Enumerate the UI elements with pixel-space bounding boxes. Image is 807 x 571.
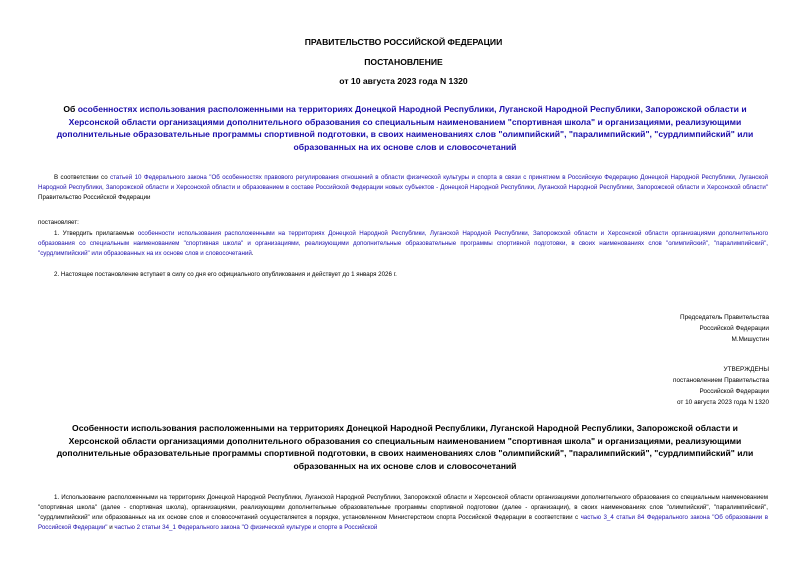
item-2-paragraph: 2. Настоящее постановление вступает в силу со дня его официального опубликования и действует до 1 января 2026 г. (54, 271, 397, 278)
preamble-prefix: В соответствии со (54, 174, 111, 181)
annex-link-2[interactable]: частью 2 статьи 34_1 Федерального закона "О физической культуре и спорте в Российской (114, 524, 378, 531)
item-1-prefix: 1. Утвердить прилагаемые (54, 230, 138, 237)
item-1-link[interactable]: особенности использования расположенными на территориях Донецкой Народной Республики, Луганской Народной Республики, Запорожской области и Херсонской области организациями дополнительного образования со специальным наименованием "спортивная школа" и организациями, реализующими дополнительные образовательные программы спортивной подготовки, в своих наименованиях слов "олимпийский", "паралимпийский", "сурдлимпийский" или образованных на их основе слов и словосочетаний (38, 230, 769, 257)
signature-line-2: Российской Федерации (699, 325, 769, 332)
annex-title: Особенности использования расположенными на территориях Донецкой Народной Республики, Луганской Народной Республики, Запорожской области и Херсонской области организациями дополнительного образования со специальным наименованием "спортивная школа" и организациями, реализующими дополнительные образовательные программы спортивной подготовки, в своих наименованиях слов "олимпийский", "паралимпийский", "сурдлимпийский" или образованных на их основе слов и словосочетаний (56, 423, 754, 471)
annex-link-1[interactable]: частью 3_4 статьи 84 Федерального закона "Об образовании в Российской Федерации" (38, 514, 768, 531)
approved-line-2: постановлением Правительства (673, 377, 769, 384)
annex-item-1-text: 1. Использование расположенными на территориях Донецкой Народной Республики, Луганской Народной Республики, Запорожской области и Херсонской области организациями дополнительного образования со специальным наименованием "спортивная школа" (далее - спортивная школа), организациями, реализующими дополнительные образовательные программы спортивной подготовки (далее - организации), в своих наименованиях слов "олимпийский", "паралимпийский", "сурдлимпийский" или образованных на их основе слов и словосочетаний осуществляется в порядке, установленном Министерством спорта Российской Федерации в соответствии с (38, 494, 768, 521)
signature-block (469, 312, 769, 345)
preamble-suffix: Правительство Российской Федерации (38, 194, 151, 201)
item-1-paragraph (38, 229, 768, 259)
title-prefix: Об (63, 104, 78, 114)
signature-line-1: Председатель Правительства (680, 314, 769, 321)
government-heading: ПРАВИТЕЛЬСТВО РОССИЙСКОЙ ФЕДЕРАЦИИ (304, 37, 503, 47)
annex-item-1-paragraph (38, 493, 768, 533)
preamble-law-link[interactable]: статьей 10 Федерального закона "Об особенностях правового регулирования отношений в области физической культуры и спорта в связи с принятием в Российскую Федерацию Донецкой Народной Республики, Луганской Народной Республики, Запорожской области и Херсонской области и образованием в составе Российской Федерации новых субъектов - Донецкой Народной Республики, Луганской Народной Республики, Запорожской области и Херсонской области" (38, 174, 768, 191)
document-type: ПОСТАНОВЛЕНИЕ (364, 57, 443, 67)
approved-line-1: УТВЕРЖДЕНЫ (723, 366, 769, 373)
signature-line-3: М.Мишустин (731, 336, 769, 343)
approved-line-3: Российской Федерации (699, 388, 769, 395)
item-1-suffix: . (251, 250, 254, 257)
resolution-title (50, 103, 760, 153)
approved-block (469, 364, 769, 408)
date-number: от 10 августа 2023 года N 1320 (339, 76, 468, 86)
title-link[interactable]: особенностях использования расположенными на территориях Донецкой Народной Республики, Луганской Народной Республики, Запорожской области и Херсонской области организациями дополнительного образования со специальным наименованием "спортивная школа" и организациями, реализующими дополнительные образовательные программы спортивной подготовки, в своих наименованиях слов "олимпийский", "паралимпийский", "сурдлимпийский" или образованных на их основе слов и словосочетаний (56, 104, 754, 152)
approved-line-4: от 10 августа 2023 года N 1320 (676, 399, 769, 406)
preamble-paragraph (38, 173, 768, 203)
annex-item-1-mid: и (107, 524, 115, 531)
resolves-label: постановляет: (38, 219, 79, 226)
